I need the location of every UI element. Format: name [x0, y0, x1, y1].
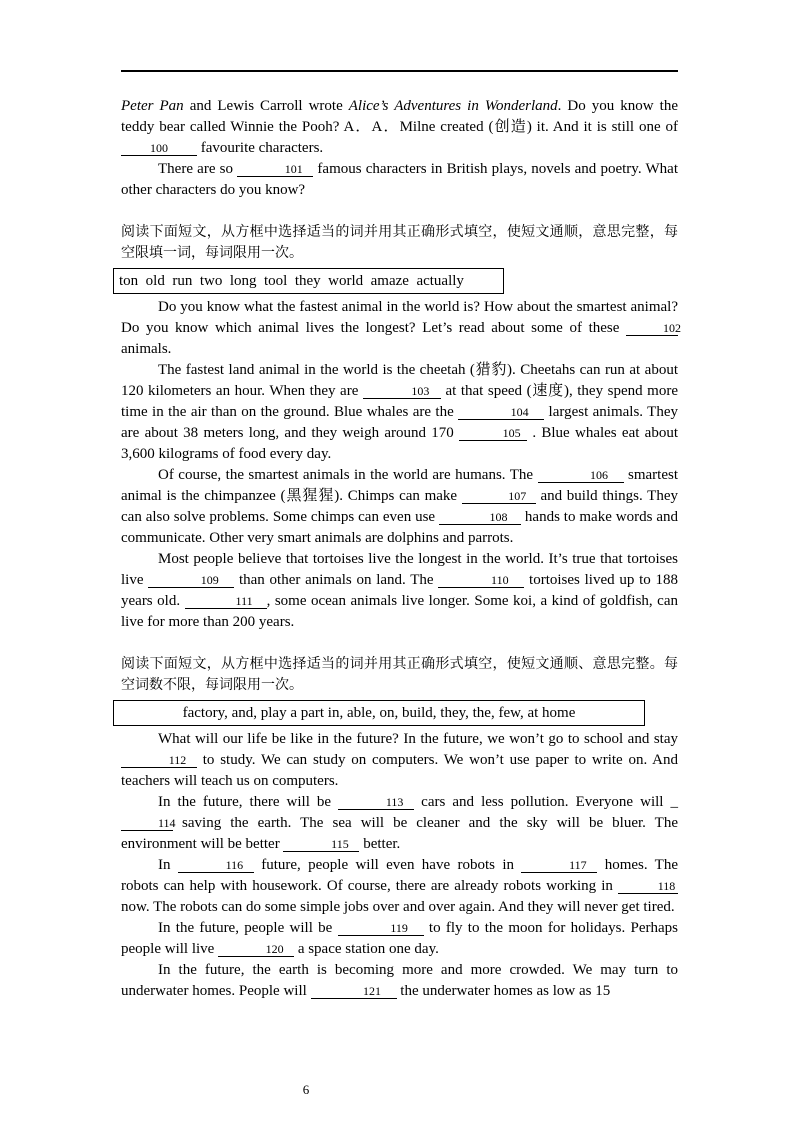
- text: tortoises lived up to 188 years old.: [121, 572, 678, 609]
- text: a space station one day.: [294, 941, 439, 957]
- text: to fly to the moon for holidays. Perhaps people will live: [121, 920, 678, 957]
- text: . Blue whales eat about 3,600 kilograms of food every day.: [121, 425, 678, 462]
- page-number: 6: [302, 1082, 310, 1097]
- paragraph: [121, 465, 678, 549]
- text: the underwater homes as low as 15: [396, 983, 611, 999]
- text: hands to make words and communicate. Other very smart animals are dolphins and parrots.: [121, 509, 678, 546]
- blank-109[interactable]: 109: [148, 574, 234, 588]
- text: homes. The robots can help with housework. Of course, there are already robots working in: [121, 857, 679, 894]
- blank-107[interactable]: 107: [462, 490, 536, 504]
- text: smartest animal is the chimpanzee (黑猩猩). Chimps can make: [121, 467, 678, 504]
- text: What will our life be like in the future? In the future, we won’t go to school and stay: [158, 731, 678, 747]
- text: . Do you know the teddy bear called Winnie the Pooh? A．A．Milne created (创造) it. And it is still one of: [121, 98, 678, 135]
- text: and build things. They can also solve problems. Some chimps can even use: [121, 488, 678, 525]
- text: In the future, people will be: [158, 920, 338, 936]
- passage-intro-paragraph: [121, 96, 678, 159]
- text: Of course, the smartest animals in the world are humans. The: [158, 467, 538, 483]
- blank-120[interactable]: 120: [218, 943, 294, 957]
- paragraph: [121, 729, 678, 792]
- paragraph: [121, 918, 678, 960]
- header-rule: [121, 70, 678, 72]
- book-title: Peter Pan: [121, 98, 184, 114]
- text: and Lewis Carroll wrote: [183, 98, 349, 114]
- text: , some ocean animals live longer. Some koi, a kind of goldfish, can live for more than 200 years.: [121, 593, 678, 630]
- blank-112[interactable]: 112: [121, 754, 197, 768]
- text: Most people believe that tortoises live the longest in the world. It’s true that tortoises live: [121, 551, 678, 588]
- blank-105[interactable]: 105: [459, 427, 527, 441]
- text: In the future, there will be: [158, 794, 339, 810]
- word-bank-box: factory, and, play a part in, able, on, build, they, the, few, at home: [113, 700, 645, 726]
- text: to study. We can study on computers. We won’t use paper to write on. And teachers will teach us on computers.: [121, 752, 678, 789]
- blank-104[interactable]: 104: [458, 406, 544, 420]
- worksheet-body: [119, 96, 681, 1002]
- paragraph: [121, 855, 678, 918]
- text: better.: [359, 836, 401, 852]
- blank-103[interactable]: 103: [363, 385, 441, 399]
- text: now. The robots can do some simple jobs over and over again. And they will never get tired.: [121, 899, 675, 915]
- word-bank-box: ton old run two long tool they world amaze actually: [113, 268, 504, 294]
- text: than other animals on land. The: [234, 572, 439, 588]
- blank-102[interactable]: 102: [626, 322, 678, 336]
- blank-101[interactable]: 101: [237, 163, 313, 177]
- blank-113[interactable]: 113: [338, 796, 414, 810]
- text: There are so: [158, 161, 238, 177]
- text: future, people will even have robots in: [253, 857, 522, 873]
- blank-106[interactable]: 106: [538, 469, 624, 483]
- book-title: Alice’s Adventures in Wonderland: [348, 98, 558, 114]
- blank-116[interactable]: 116: [178, 859, 254, 873]
- blank-118[interactable]: 118: [618, 880, 678, 894]
- text: favourite characters.: [197, 140, 324, 156]
- paragraph: [121, 297, 681, 360]
- text: Do you know what the fastest animal in the world is? How about the smartest animal? Do you know which animal lives the longest? Let’s read about some of these: [121, 299, 678, 336]
- blank-115[interactable]: 115: [283, 838, 359, 852]
- paragraph: [121, 549, 678, 633]
- text: animals.: [121, 341, 172, 357]
- blank-117[interactable]: 117: [521, 859, 597, 873]
- text: In the future, the earth is becoming more and more crowded. We may turn to underwater homes. People will: [121, 962, 678, 999]
- text: The fastest land animal in the world is the cheetah (猎豹). Cheetahs can run at about 120 kilometers an hour. When they are: [121, 362, 678, 399]
- paragraph: [121, 792, 678, 855]
- blank-121[interactable]: 121: [311, 985, 397, 999]
- text: famous characters in British plays, novels and poetry. What other characters do you know?: [121, 161, 678, 198]
- blank-108[interactable]: 108: [439, 511, 521, 525]
- text: largest animals. They are about 38 meters long, and they weigh around 170: [121, 404, 678, 441]
- paragraph: [121, 360, 678, 465]
- blank-100[interactable]: 100: [121, 142, 197, 156]
- paragraph: [121, 159, 678, 201]
- section-instruction: 阅读下面短文，从方框中选择适当的词并用其正确形式填空，使短文通顺、意思完整。每空词数不限，每词限用一次。: [121, 656, 678, 693]
- text: saving the earth. The sea will be cleaner and the sky will be bluer. The environment will be better: [121, 815, 678, 852]
- blank-114[interactable]: 114: [121, 817, 173, 831]
- text: at that speed (速度), they spend more time in the air than on the ground. Blue whales are the: [121, 383, 679, 420]
- blank-111[interactable]: 111: [185, 595, 267, 609]
- blank-119[interactable]: 119: [338, 922, 424, 936]
- text: cars and less pollution. Everyone will _: [414, 794, 678, 810]
- section-instruction: 阅读下面短文，从方框中选择适当的词并用其正确形式填空，使短文通顺，意思完整，每空限填一词，每词限用一次。: [121, 224, 678, 261]
- blank-110[interactable]: 110: [438, 574, 524, 588]
- paragraph: [121, 960, 678, 1002]
- text: In: [158, 857, 178, 873]
